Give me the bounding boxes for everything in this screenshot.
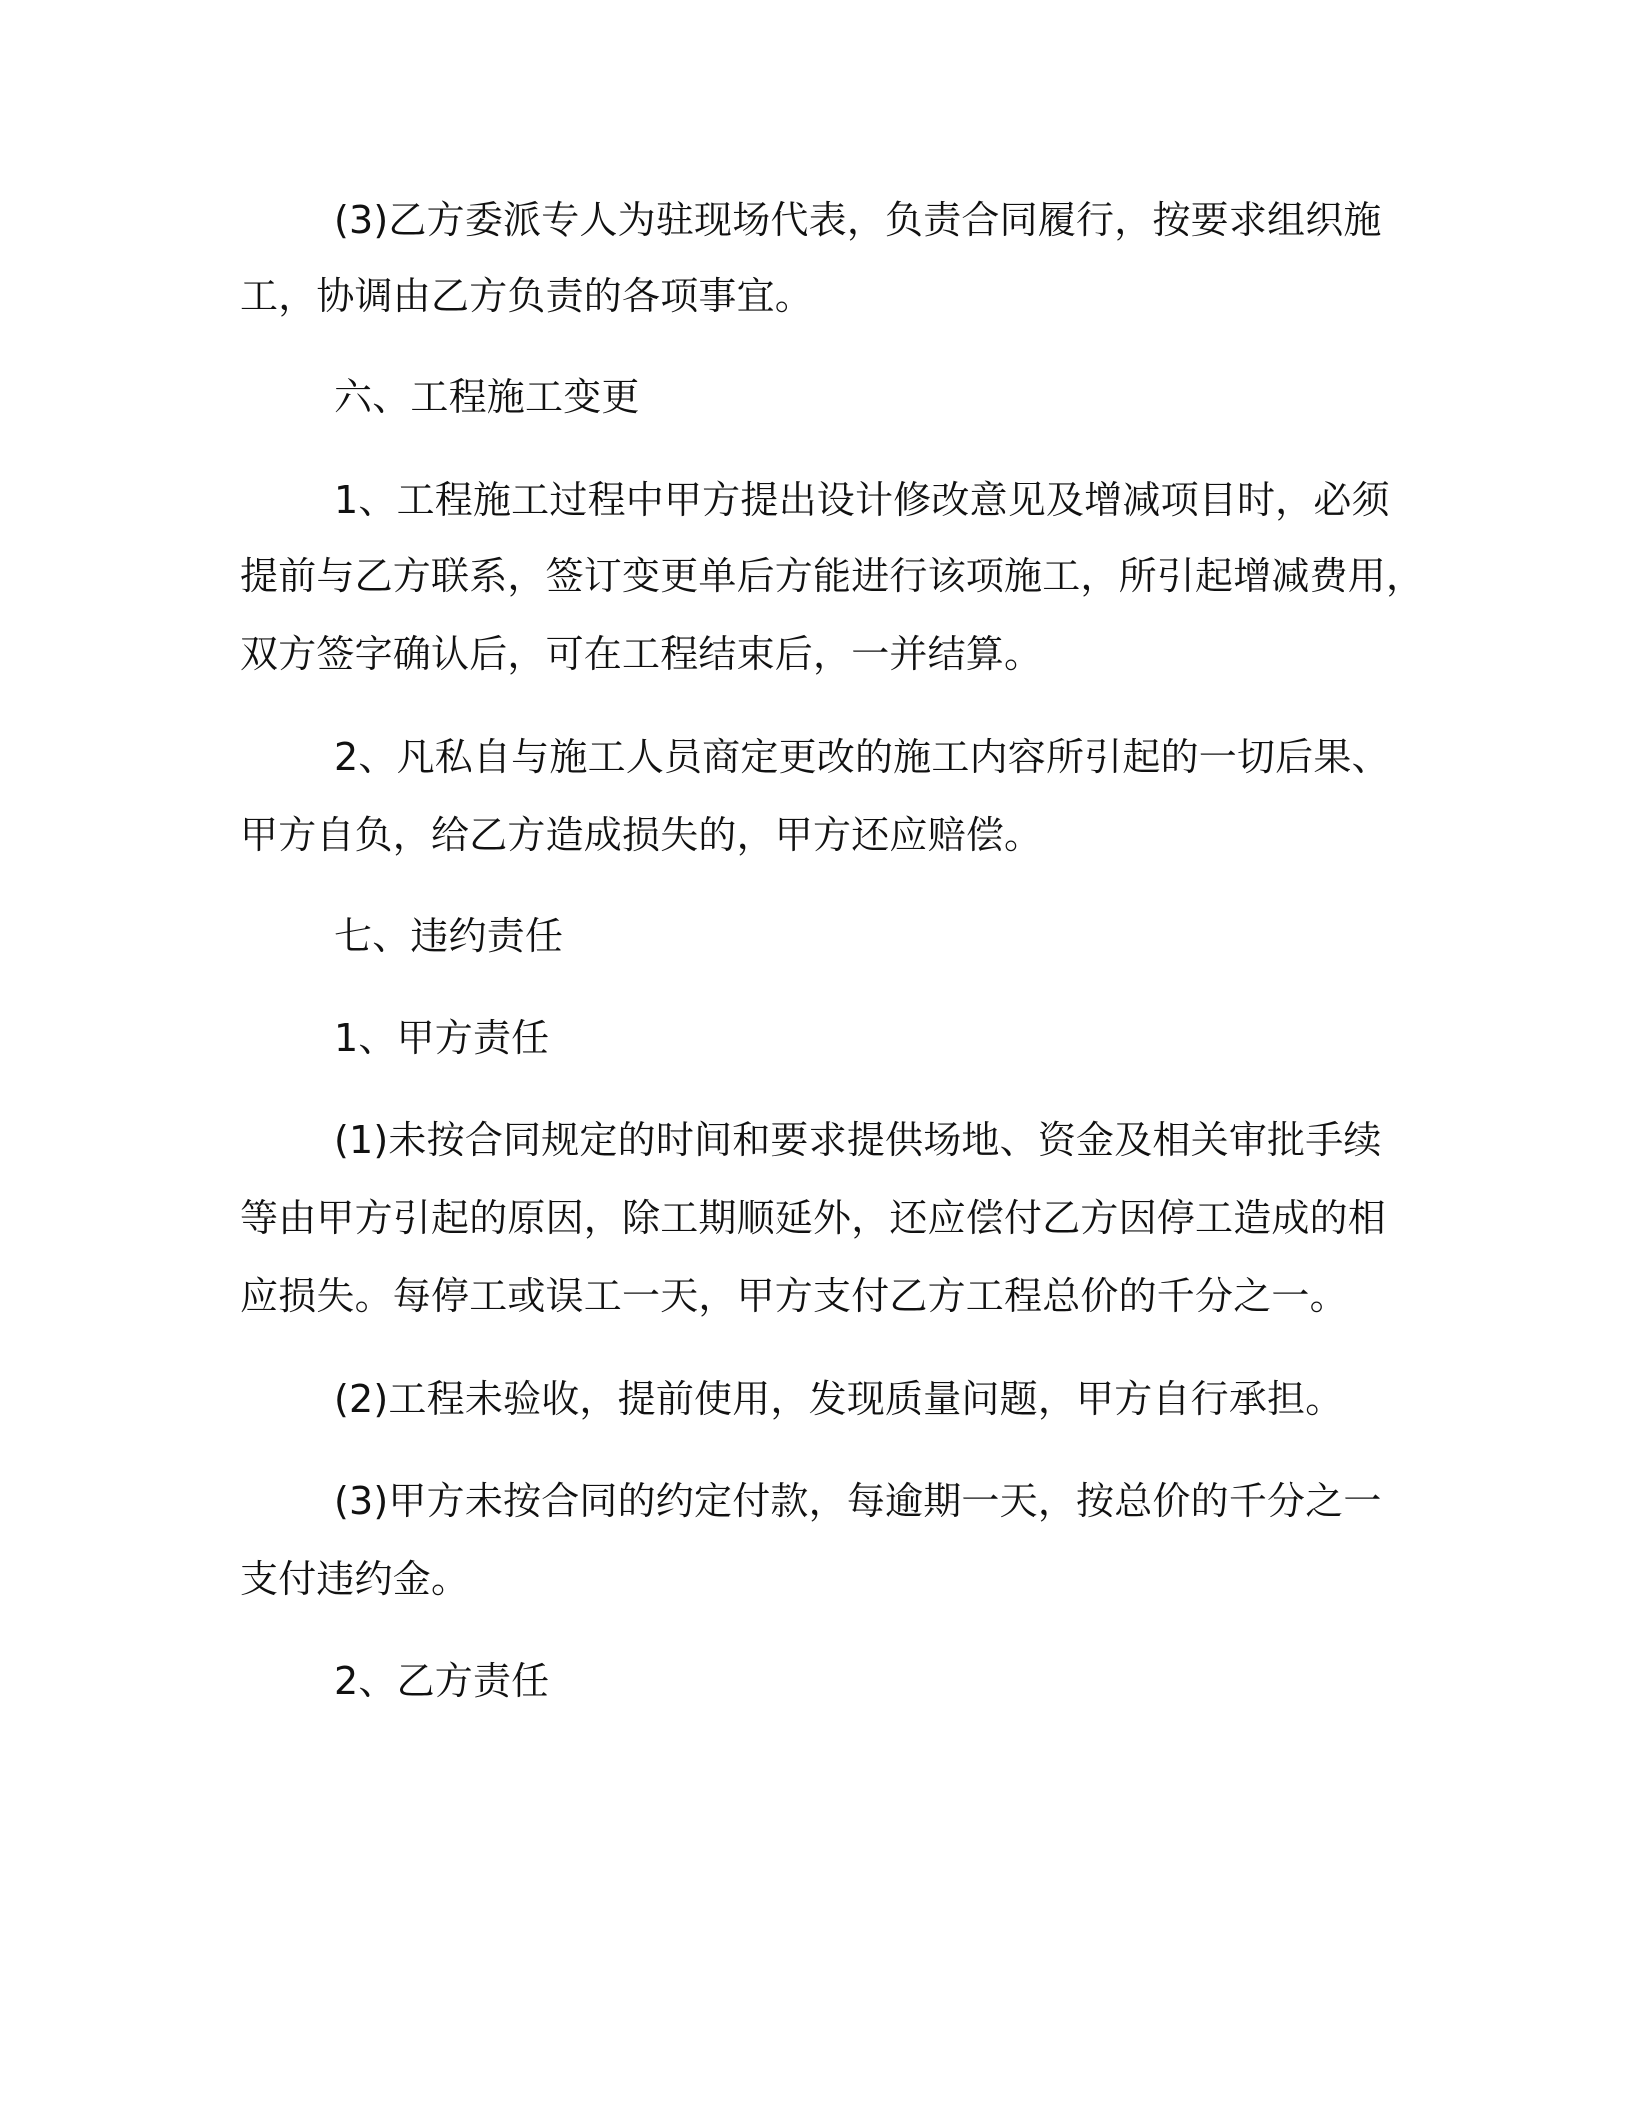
text-line: (3)乙方委派专人为驻现场代表，负责合同履行，按要求组织施 <box>334 198 1382 242</box>
paragraph-early-use: (2)工程未验收，提前使用，发现质量问题，甲方自行承担。 <box>334 1377 1344 1421</box>
text-line: 2、凡私自与施工人员商定更改的施工内容所引起的一切后果、 <box>334 735 1390 779</box>
subsection-heading-party-a: 1、甲方责任 <box>334 1016 550 1060</box>
text-line: 等由甲方引起的原因，除工期顺延外，还应偿付乙方因停工造成的相 <box>240 1196 1387 1240</box>
text-line: 应损失。每停工或误工一天，甲方支付乙方工程总价的千分之一。 <box>240 1274 1348 1318</box>
section-heading-construction-changes: 六、工程施工变更 <box>334 375 640 419</box>
text-line: 工，协调由乙方负责的各项事宜。 <box>240 274 814 318</box>
text-line: 甲方自负，给乙方造成损失的，甲方还应赔偿。 <box>240 813 1043 857</box>
subsection-heading-party-b: 2、乙方责任 <box>334 1659 550 1703</box>
text-line: 提前与乙方联系，签订变更单后方能进行该项施工，所引起增减费用， <box>240 554 1425 598</box>
text-line: (3)甲方未按合同的约定付款，每逾期一天，按总价的千分之一 <box>334 1479 1382 1523</box>
text-line: 双方签字确认后，可在工程结束后，一并结算。 <box>240 632 1043 676</box>
section-heading-liability: 七、违约责任 <box>334 914 564 958</box>
text-line: 支付违约金。 <box>240 1557 470 1601</box>
text-line: (1)未按合同规定的时间和要求提供场地、资金及相关审批手续 <box>334 1118 1382 1162</box>
text-line: 1、工程施工过程中甲方提出设计修改意见及增减项目时，必须 <box>334 478 1390 522</box>
